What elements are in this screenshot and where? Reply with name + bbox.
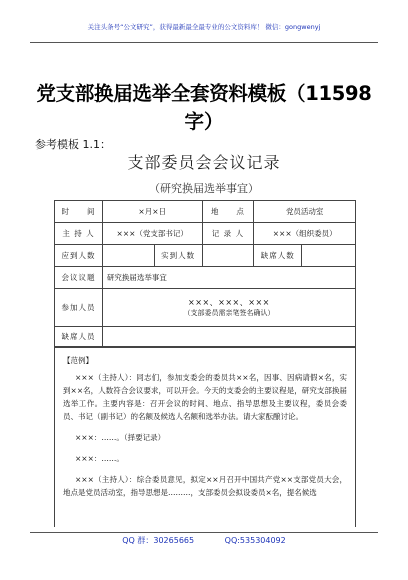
topic-value: 研究换届选举事宜 — [102, 267, 355, 289]
time-label: 时 间 — [55, 201, 103, 223]
table-row — [55, 327, 356, 347]
expected-count-label: 应到人数 — [55, 245, 103, 267]
header-banner: 关注头条号“公文研究”，获得最新最全最专业的公文资料库！ 微信：gongwenyj — [87, 23, 321, 31]
absent-members-label: 缺席人员 — [55, 327, 103, 347]
table-row — [55, 267, 356, 289]
body-paragraph: ×××：……。（择要记录） — [75, 433, 166, 442]
table-row — [55, 289, 356, 327]
absent-count-label: 缺席人数 — [254, 245, 302, 267]
footer-qq-group: QQ 群：30265665 — [122, 536, 195, 545]
minutes-title: 支部委员会会议记录 — [127, 153, 281, 172]
minutes-body — [54, 347, 356, 527]
absent-count-value — [302, 245, 356, 267]
table-row — [55, 223, 356, 245]
body-paragraph: ×××（主持人）：同志们，参加支委会的委员共××名，因事、因病请假×名，实到××名，人数符合会议要求，可以开会。今天的支委会的主要议程是，研究支部换届选举工作。主要内容是：召开会议的时间、地点、指导思想及主要议程，委员会委员、书记（副书记）的名额及候选人名额和选举办法。请大家酝酿讨论。 — [63, 373, 347, 421]
template-label: 参考模板 1.1： — [35, 138, 111, 151]
attendees-label: 参加人员 — [55, 289, 103, 327]
host-value: ×××（党支部书记） — [102, 223, 202, 245]
attendees-names: ×××、×××、××× — [188, 298, 270, 307]
body-paragraph: ×××（主持人）：综合委员意见，拟定××月召开中国共产党××支部党员大会，地点是党员活动室，指导思想是………，支部委员会拟设委员×名，提名候选 — [63, 475, 347, 497]
recorder-value: ×××（组织委员） — [254, 223, 356, 245]
place-value: 党员活动室 — [254, 201, 356, 223]
expected-count-value — [102, 245, 154, 267]
topic-label: 会议议题 — [55, 267, 103, 289]
footer — [0, 535, 408, 546]
footer-divider — [30, 532, 378, 533]
minutes-subtitle: （研究换届选举事宜） — [149, 182, 259, 195]
absent-members-value — [102, 327, 355, 347]
example-label: 【范例】 — [63, 356, 93, 365]
actual-count-label: 实到人数 — [154, 245, 202, 267]
header-divider — [30, 42, 378, 43]
table-row — [55, 245, 356, 267]
host-label: 主 持 人 — [55, 223, 103, 245]
place-label: 地 点 — [202, 201, 254, 223]
meeting-info-table — [54, 200, 356, 347]
document-title-line2: 字） — [184, 110, 224, 133]
document-title-line1: 党支部换届选举全套资料模板（11598 — [36, 82, 372, 105]
time-value: ×月×日 — [102, 201, 202, 223]
actual-count-value — [202, 245, 254, 267]
attendees-note: （支部委员需亲笔签名确认） — [183, 309, 275, 317]
footer-qq: QQ:535304092 — [224, 536, 286, 545]
document-title — [30, 80, 378, 136]
recorder-label: 记 录 人 — [202, 223, 254, 245]
table-row — [55, 201, 356, 223]
body-paragraph: ×××：……。 — [75, 454, 124, 463]
attendees-cell — [102, 289, 355, 327]
